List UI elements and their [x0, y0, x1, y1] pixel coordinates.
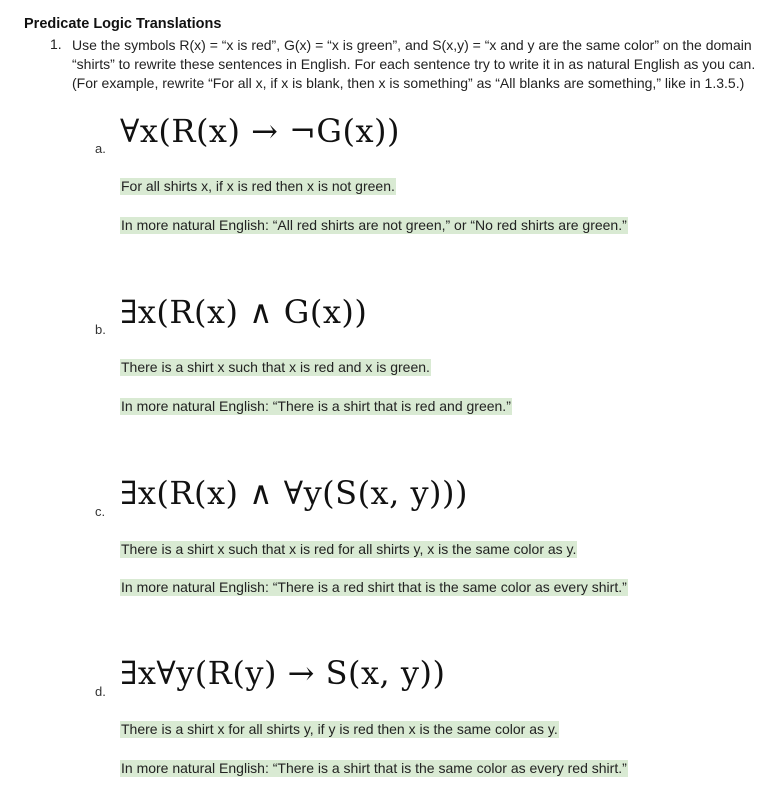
literal-translation-c: There is a shirt x such that x is red for all shirts y, x is the same color as y.	[121, 541, 577, 557]
natural-translation-d: In more natural English: “There is a shirt that is the same color as every red shirt.”	[121, 760, 627, 776]
question-text: Use the symbols R(x) = “x is red”, G(x) = “x is green”, and S(x,y) = “x and y are the same color” on the domain “shirts” to rewrite these sentences in English. For each sentence try to write it in as natural English as you can. (For example, rewrite “For all x, if x is blank, then x is something” as “All blanks are something,” like in 1.3.5.)	[72, 37, 756, 91]
natural-translation-a: In more natural English: “All red shirts are not green,” or “No red shirts are green.”	[121, 217, 627, 233]
literal-translation-d: There is a shirt x for all shirts y, if y is red then x is the same color as y.	[121, 721, 558, 737]
natural-translation-b: In more natural English: “There is a shirt that is red and green.”	[121, 398, 511, 414]
item-label-c: c.	[95, 504, 106, 519]
document-title: Predicate Logic Translations	[24, 16, 222, 32]
formula-c: ∃x(R(x) ∧ ∀y(S(x, y)))	[120, 474, 468, 512]
literal-translation-a: For all shirts x, if x is red then x is not green.	[121, 178, 395, 194]
formula-d: ∃x∀y(R(y) → S(x, y))	[120, 654, 446, 692]
item-label-a: a.	[95, 141, 106, 156]
natural-translation-c: In more natural English: “There is a red shirt that is the same color as every shirt.”	[121, 579, 627, 595]
item-label-d: d.	[95, 684, 106, 699]
item-label-b: b.	[95, 322, 106, 337]
formula-b: ∃x(R(x) ∧ G(x))	[120, 293, 368, 331]
formula-a: ∀x(R(x) → ¬G(x))	[120, 112, 400, 150]
literal-translation-b: There is a shirt x such that x is red and x is green.	[121, 359, 430, 375]
question-number: 1.	[50, 36, 62, 52]
